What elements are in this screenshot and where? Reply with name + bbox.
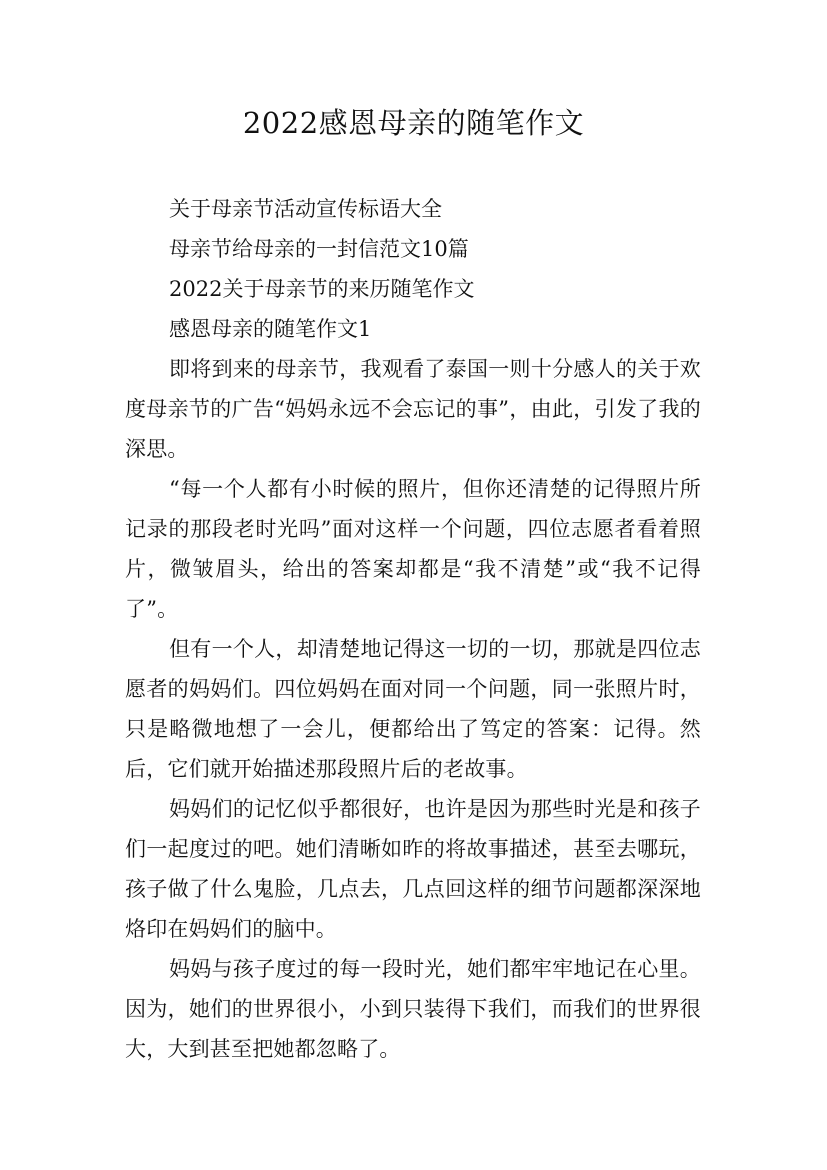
related-link-2[interactable]: 母亲节给母亲的一封信范文10篇	[169, 237, 469, 261]
section-heading: 感恩母亲的随笔作文1	[169, 317, 372, 341]
paragraph: 但有一个人，却清楚地记得这一切的一切，那就是四位志愿者的妈妈们。四位妈妈在面对同一个问题，同一张照片时，只是略微地想了一会儿，便都给出了笃定的答案：记得。然后，它们就开始描述那段照片后的老故事。	[125, 637, 701, 781]
paragraph: 妈妈与孩子度过的每一段时光，她们都牢牢地记在心里。因为，她们的世界很小，小到只装得下我们，而我们的世界很大，大到甚至把她都忽略了。	[125, 957, 701, 1061]
paragraph: 妈妈们的记忆似乎都很好，也许是因为那些时光是和孩子们一起度过的吧。她们清晰如昨的将故事描述，甚至去哪玩，孩子做了什么鬼脸，几点去，几点回这样的细节问题都深深地烙印在妈妈们的脑中。	[125, 797, 701, 941]
related-link-1[interactable]: 关于母亲节活动宣传标语大全	[169, 197, 442, 221]
document-title: 2022感恩母亲的随笔作文	[242, 106, 585, 140]
related-link-3[interactable]: 2022关于母亲节的来历随笔作文	[169, 277, 475, 301]
paragraph: “每一个人都有小时候的照片，但你还清楚的记得照片所记录的那段老时光吗”面对这样一个问题，四位志愿者看着照片，微皱眉头，给出的答案却都是“我不清楚”或“我不记得了”。	[125, 477, 701, 621]
paragraph: 即将到来的母亲节，我观看了泰国一则十分感人的关于欢度母亲节的广告“妈妈永远不会忘记的事”，由此，引发了我的深思。	[125, 357, 701, 461]
document-body	[125, 189, 701, 1069]
